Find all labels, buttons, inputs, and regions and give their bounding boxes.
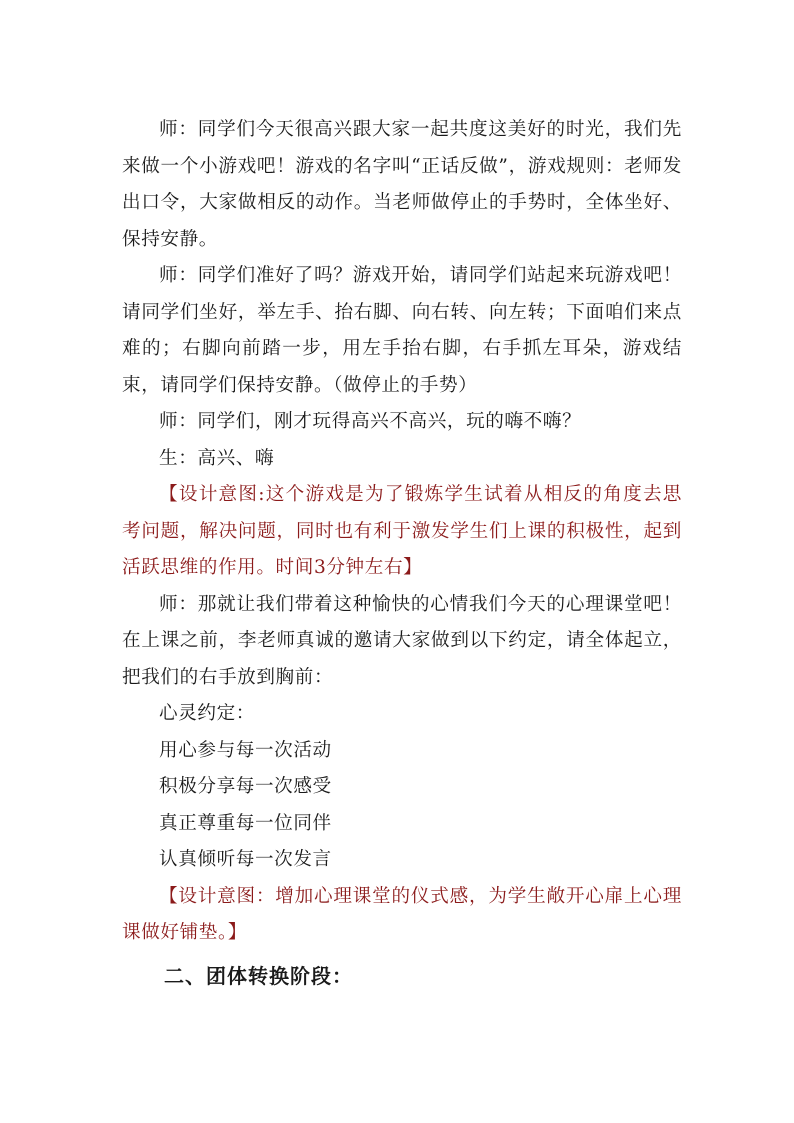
agreement-title: 心灵约定：	[159, 703, 255, 724]
paragraph-teacher-question: 师：同学们，刚才玩得高兴不高兴，玩的嗨不嗨？	[159, 411, 582, 432]
section-heading: 二、团体转换阶段：	[164, 963, 353, 988]
paragraph-agreement-intro: 师：那就让我们带着这种愉快的心情我们今天的心理课堂吧！在上课之前，李老师真诚的邀请大家做到以下约定，请全体起立，把我们的右手放到胸前：	[122, 593, 682, 688]
agreement-item: 积极分享每一次感受	[159, 776, 332, 797]
agreement-item: 真正尊重每一位同伴	[159, 812, 332, 834]
agreement-item: 用心参与每一次活动	[159, 739, 332, 761]
paragraph-game-intro: 师：同学们今天很高兴跟大家一起共度这美好的时光，我们先来做一个小游戏吧！游戏的名字叫“正话反做”，游戏规则：老师发出口令，大家做相反的动作。当老师做停止的手势时，全体坐好、保持安静。	[122, 119, 682, 250]
paragraph-student-answer: 生：高兴、嗨	[159, 447, 275, 469]
paragraph-game-start: 师：同学们准好了吗？游戏开始，请同学们站起来玩游戏吧！请同学们坐好，举左手、抬右脚、向右转、向左转；下面咱们来点难的；右脚向前踏一步，用左手抬右脚，右手抓左耳朵，游戏结束，请同学们保持安静。（做停止的手势）	[122, 265, 682, 396]
agreement-item: 认真倾听每一次发言	[159, 849, 332, 870]
design-note-ritual: 【设计意图：增加心理课堂的仪式感，为学生敞开心扉上心理课做好铺垫。】	[122, 885, 682, 943]
document-body	[122, 112, 682, 996]
design-note-game: 【设计意图:这个游戏是为了锻炼学生试着从相反的角度去思考问题，解决问题，同时也有利于激发学生们上课的积极性，起到活跃思维的作用。时间3分钟左右】	[122, 484, 682, 578]
